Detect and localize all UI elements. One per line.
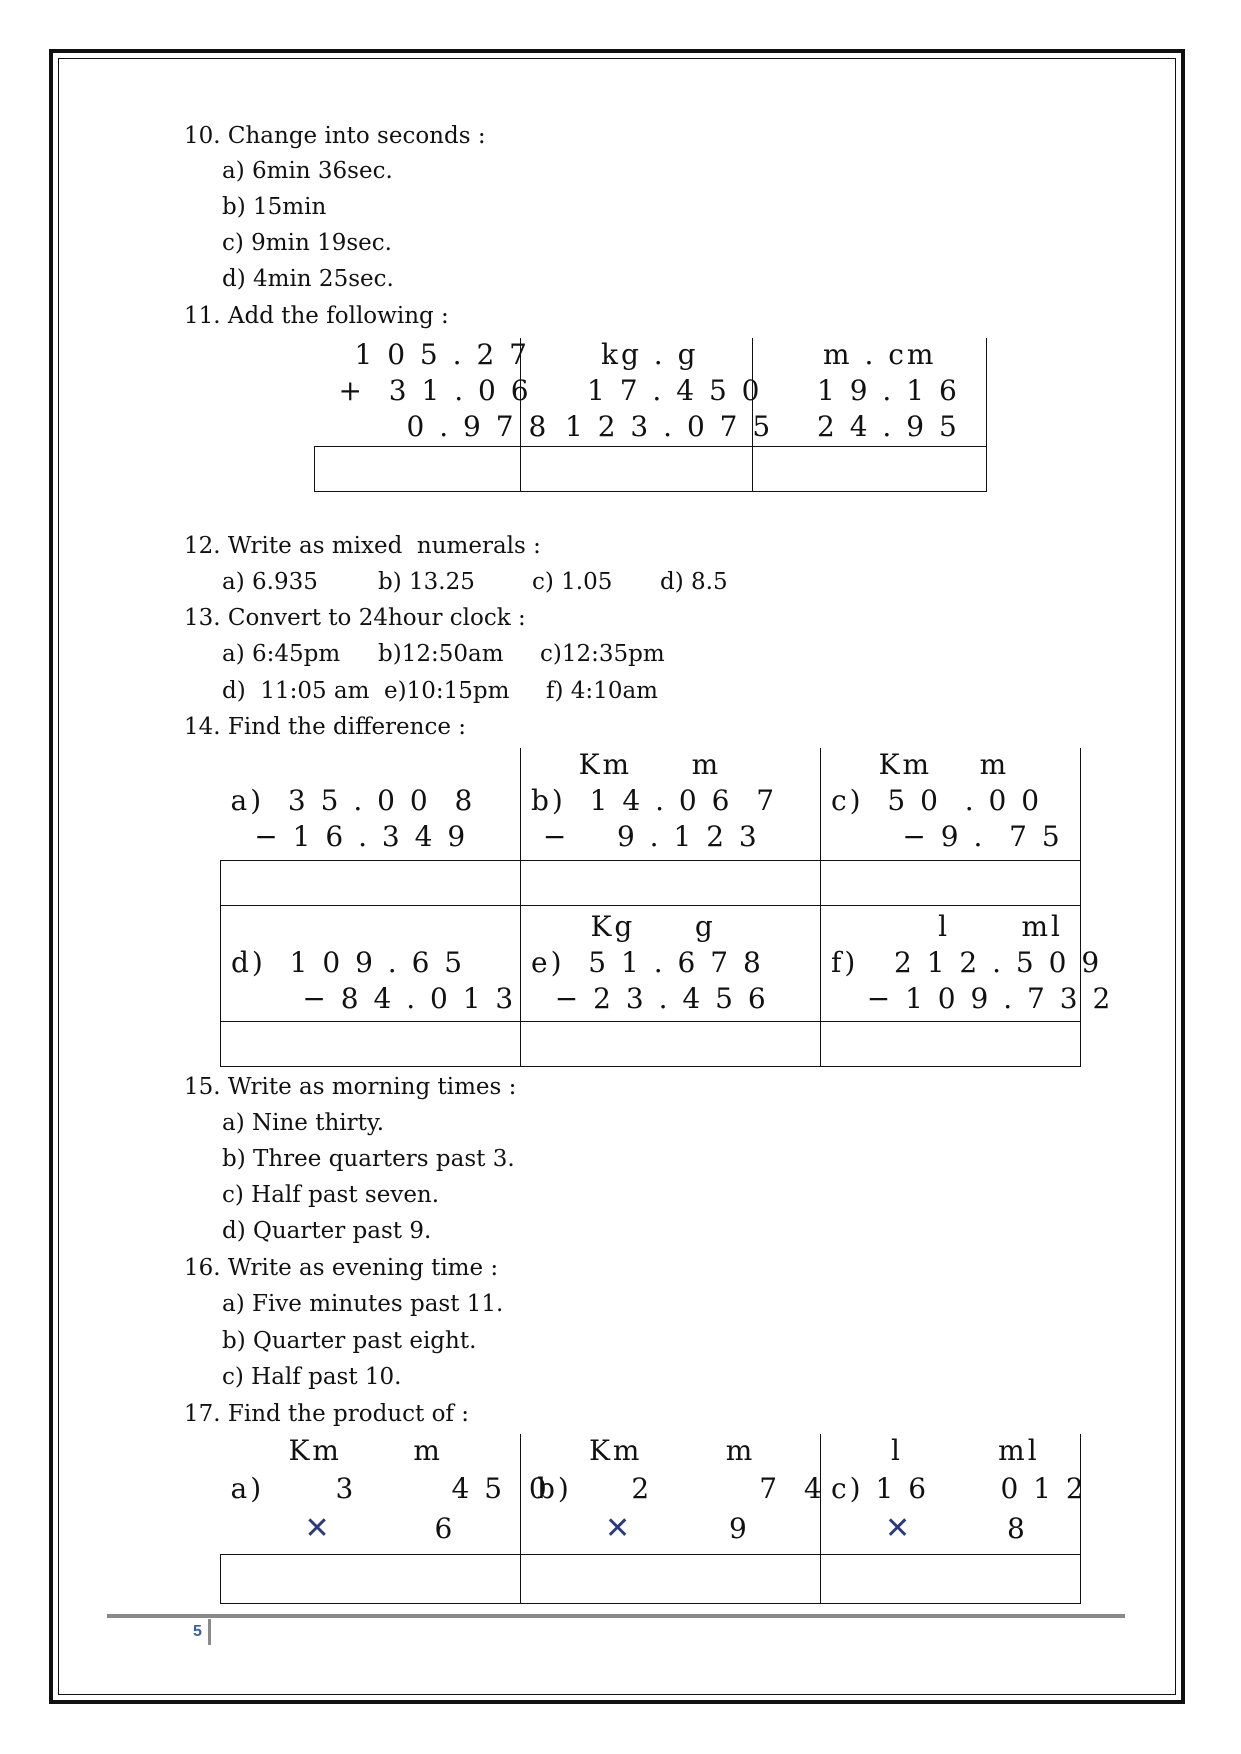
question-14-title: 14. Find the difference : — [184, 714, 467, 740]
q17-c-multiply-icon: ✕ — [885, 1511, 911, 1546]
q14-answer-box-c[interactable] — [821, 860, 1081, 905]
question-16-item-c: c) Half past 10. — [222, 1364, 402, 1390]
question-13-item-d: d) 11:05 am — [222, 678, 370, 704]
question-11-title: 11. Add the following : — [184, 303, 449, 329]
q11-c1-line2: + 3 1 . 0 6 — [338, 374, 532, 407]
question-17-table — [220, 1434, 1087, 1604]
question-15-item-d: d) Quarter past 9. — [222, 1218, 432, 1244]
q14-b-line3: − 9 . 1 2 3 — [531, 820, 760, 853]
q14-b-line2: b) 1 4 . 0 6 7 — [531, 784, 778, 817]
q17-b-line1: Km m — [589, 1434, 756, 1467]
q11-c2-line3: 1 2 3 . 0 7 5 — [565, 410, 774, 443]
q14-a-line3: − 1 6 . 3 4 9 — [230, 820, 469, 853]
q14-f-line3: − 1 0 9 . 7 3 2 — [831, 981, 1114, 1015]
q11-answer-box-1[interactable] — [315, 446, 521, 491]
question-15-title: 15. Write as morning times : — [184, 1074, 517, 1100]
question-13-item-b: b)12:50am — [378, 641, 504, 667]
q17-b-multiply-icon: ✕ — [605, 1511, 631, 1546]
q14-e-line1: Kg g — [531, 909, 716, 943]
q17-a-line1: Km m — [288, 1434, 443, 1467]
question-12-item-c: c) 1.05 — [532, 569, 613, 595]
question-10-item-a: a) 6min 36sec. — [222, 158, 393, 184]
q11-c2-line1: kg . g — [601, 338, 699, 371]
q14-answer-box-b[interactable] — [521, 860, 821, 905]
question-15-item-b: b) Three quarters past 3. — [222, 1146, 515, 1172]
q14-d-line2: d) 1 0 9 . 6 5 — [231, 945, 466, 979]
question-16-item-a: a) Five minutes past 11. — [222, 1291, 504, 1317]
question-12-item-a: a) 6.935 — [222, 569, 318, 595]
q17-cell-c — [821, 1434, 1087, 1554]
q14-e-line3: − 2 3 . 4 5 6 — [531, 981, 769, 1015]
question-12-title: 12. Write as mixed numerals : — [184, 533, 541, 559]
question-17-title: 17. Find the product of : — [184, 1401, 469, 1427]
q14-cell-b — [521, 748, 821, 860]
question-12-item-d: d) 8.5 — [660, 569, 728, 595]
q14-d-line3: − 8 4 . 0 1 3 — [231, 981, 517, 1015]
q14-answer-box-a[interactable] — [221, 860, 521, 905]
q14-cell-e — [521, 905, 821, 1021]
footer-rule — [107, 1614, 1125, 1618]
q11-answer-box-2[interactable] — [521, 446, 753, 491]
question-15-item-c: c) Half past seven. — [222, 1182, 440, 1208]
q17-c-line3: 8 — [1007, 1512, 1028, 1545]
q11-c1-line1: 1 0 5 . 2 7 — [354, 338, 530, 371]
q14-answer-box-e[interactable] — [521, 1021, 821, 1066]
q11-cell-1 — [315, 338, 550, 446]
question-11-table — [314, 338, 987, 492]
q11-c3-line1: m . cm — [823, 338, 937, 371]
question-15-item-a: a) Nine thirty. — [222, 1110, 385, 1136]
question-13-item-f: f) 4:10am — [546, 678, 658, 704]
q14-e-line2: e) 5 1 . 6 7 8 — [531, 945, 764, 979]
q11-c3-line3: 2 4 . 9 5 — [817, 410, 960, 443]
q14-a-line2: a) 3 5 . 0 0 8 — [230, 784, 476, 817]
q17-answer-box-c[interactable] — [821, 1554, 1081, 1603]
question-13-item-c: c)12:35pm — [540, 641, 665, 667]
question-13-title: 13. Convert to 24hour clock : — [184, 605, 526, 631]
q11-cell-3 — [753, 338, 987, 446]
question-10-item-d: d) 4min 25sec. — [222, 266, 394, 292]
question-10-item-c: c) 9min 19sec. — [222, 230, 392, 256]
q17-a-line3: 6 — [434, 1512, 456, 1545]
q14-cell-d — [221, 905, 521, 1021]
q17-c-line2: c) 1 6 0 1 2 — [831, 1472, 1087, 1505]
q14-b-line1: Km m — [531, 748, 722, 781]
question-16-item-b: b) Quarter past eight. — [222, 1328, 477, 1354]
page-number: 5 — [193, 1619, 211, 1645]
question-13-item-a: a) 6:45pm — [222, 641, 341, 667]
q17-answer-box-a[interactable] — [221, 1554, 521, 1603]
q17-b-line2: b) 2 7 4 — [537, 1472, 825, 1505]
q14-answer-box-f[interactable] — [821, 1021, 1081, 1066]
question-14-table — [220, 748, 1114, 1067]
q17-c-line1: l ml — [891, 1434, 1040, 1467]
q14-f-line2: f) 2 1 2 . 5 0 9 — [831, 945, 1103, 979]
q14-f-line1: l ml — [831, 909, 1063, 943]
q14-cell-a — [221, 748, 521, 860]
q14-cell-f — [821, 905, 1114, 1021]
q17-cell-a — [221, 1434, 550, 1554]
q14-c-line1: Km m — [831, 748, 1010, 781]
question-16-title: 16. Write as evening time : — [184, 1255, 499, 1281]
q17-cell-b — [521, 1434, 825, 1554]
q17-answer-box-b[interactable] — [521, 1554, 821, 1603]
q11-answer-box-3[interactable] — [753, 446, 987, 491]
q11-c3-line2: 1 9 . 1 6 — [817, 374, 960, 407]
question-10-item-b: b) 15min — [222, 194, 327, 220]
q14-cell-c — [821, 748, 1081, 860]
q14-c-line2: c) 5 0 . 0 0 — [831, 784, 1043, 817]
q14-c-line3: − 9 . 7 5 — [831, 820, 1063, 853]
q17-a-line2: a) 3 4 5 0 — [230, 1472, 550, 1505]
q17-a-multiply-icon: ✕ — [304, 1511, 330, 1546]
q17-b-line3: 9 — [729, 1512, 750, 1545]
question-12-item-b: b) 13.25 — [378, 569, 475, 595]
q11-cell-2 — [521, 338, 774, 446]
question-13-item-e: e)10:15pm — [384, 678, 510, 704]
q11-c2-line2: 1 7 . 4 5 0 — [587, 374, 763, 407]
q11-c1-line3: 0 . 9 7 8 — [406, 410, 550, 443]
question-10-title: 10. Change into seconds : — [184, 123, 486, 149]
q14-answer-box-d[interactable] — [221, 1021, 521, 1066]
